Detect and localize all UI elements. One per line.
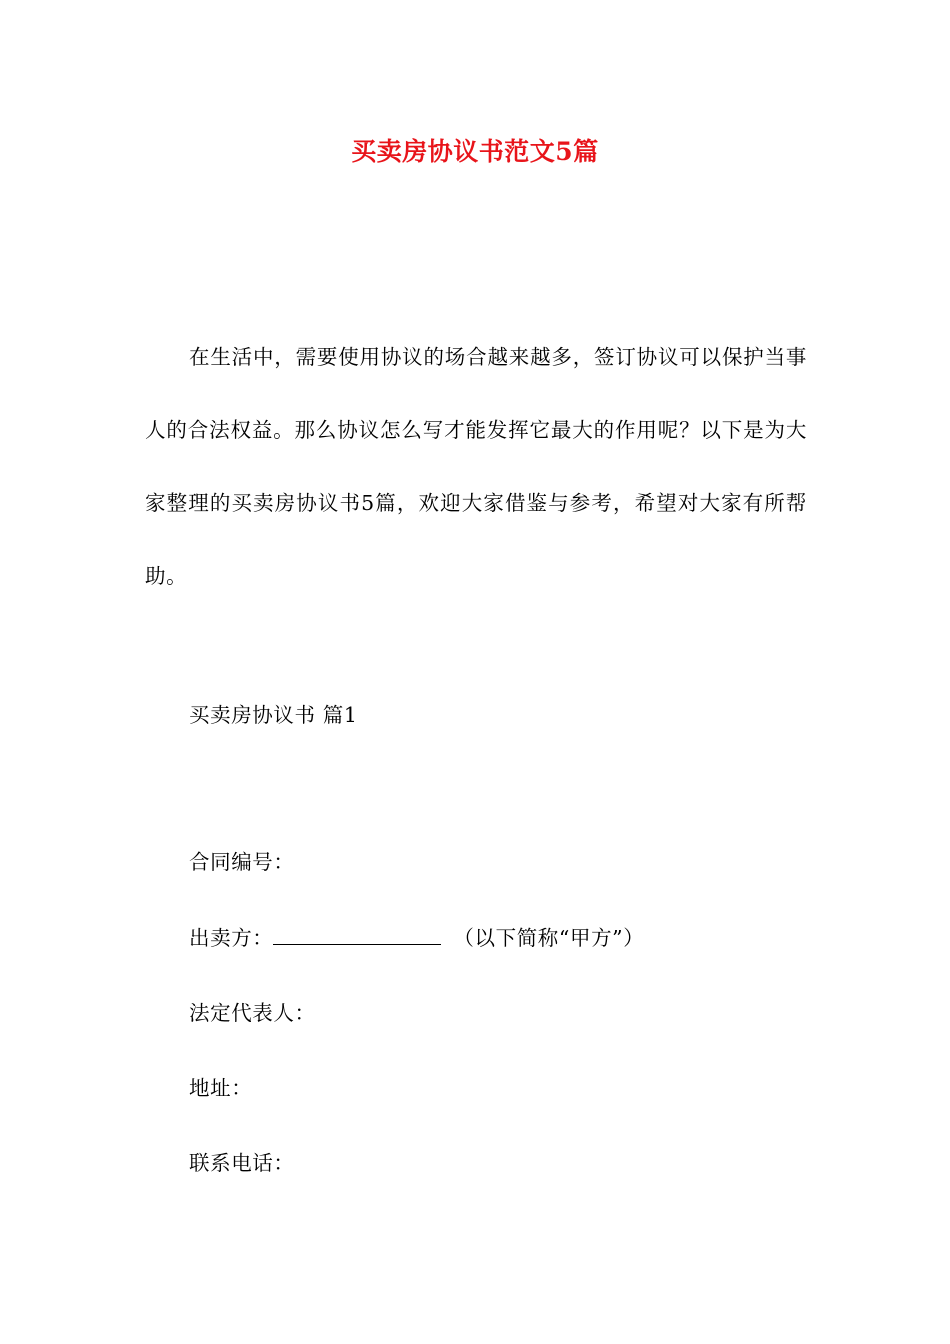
seller-line [189,920,644,956]
seller-blank-underline [273,924,441,945]
phone-label: 联系电话： [189,1151,295,1175]
section-heading: 买卖房协议书 篇1 [189,703,358,727]
seller-note: （以下简称“甲方”） [453,926,645,950]
intro-paragraph: 在生活中，需要使用协议的场合越来越多，签订协议可以保护当事人的合法权益。那么协议怎么写才能发挥它最大的作用呢？以下是为大家整理的买卖房协议书5篇，欢迎大家借鉴与参考，希望对大家有所帮助。 [145,345,807,588]
seller-label: 出卖方： [189,926,274,950]
contract-number-label: 合同编号： [189,850,295,874]
document-title: 买卖房协议书范文5篇 [351,137,599,166]
legal-representative-label: 法定代表人： [189,1001,316,1025]
address-label: 地址： [189,1076,253,1100]
